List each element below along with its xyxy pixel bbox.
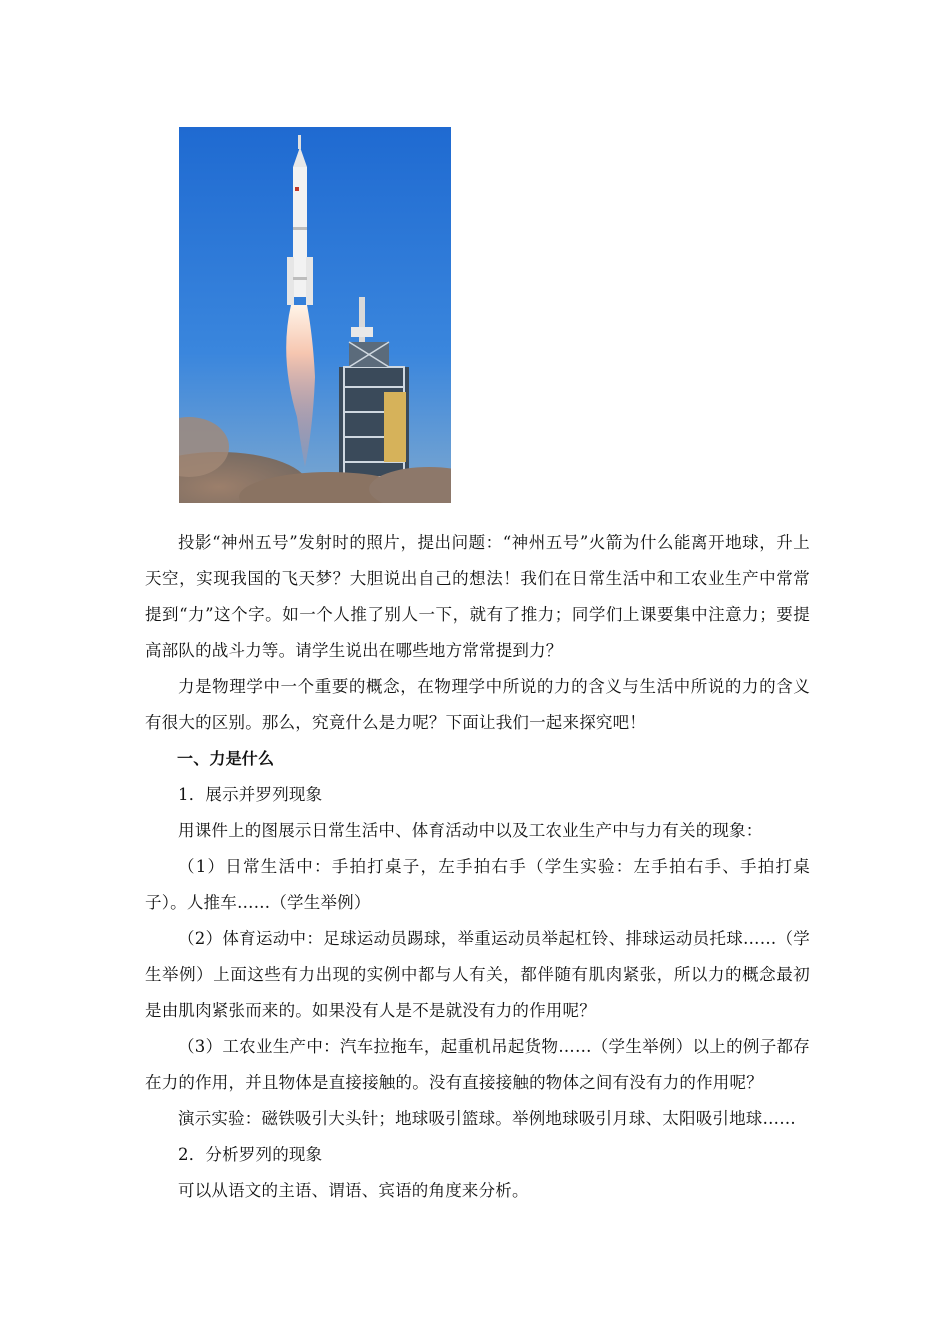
demo-experiment: 演示实验：磁铁吸引大头针；地球吸引篮球。举例地球吸引月球、太阳吸引地球……	[178, 1109, 796, 1128]
industry-example: （3）工农业生产中：汽车拉拖车，起重机吊起货物……（学生举例）以上的例子都存在力的作用，并且物体是直接接触的。没有直接接触的物体之间有没有力的作用呢？	[145, 1037, 810, 1092]
section-heading: 一、力是什么	[177, 749, 275, 768]
rocket-launch-photo	[179, 127, 451, 503]
courseware-intro: 用课件上的图展示日常生活中、体育活动中以及工农业生产中与力有关的现象：	[178, 821, 763, 840]
intro-paragraph: 投影“神州五号”发射时的照片，提出问题：“神州五号”火箭为什么能离开地球，升上天空，实现我国的飞天梦？大胆说出自己的想法！我们在日常生活中和工农业生产中常常提到“力”这个字。如一个人推了别人一下，就有了推力；同学们上课要集中注意力；要提高部队的战斗力等。请学生说出在哪些地方常常提到力？	[145, 533, 810, 660]
step-1-heading: 1．展示并罗列现象	[178, 785, 323, 804]
rocket-launch-photo-icon	[179, 127, 451, 503]
document-body	[145, 525, 810, 1209]
analysis-paragraph: 可以从语文的主语、谓语、宾语的角度来分析。	[178, 1181, 529, 1200]
step-2-heading: 2．分析罗列的现象	[178, 1145, 323, 1164]
daily-life-example: （1）日常生活中：手拍打桌子，左手拍右手（学生实验：左手拍右手、手拍打桌子）。人推车……（学生举例）	[145, 857, 810, 912]
sports-example: （2）体育运动中：足球运动员踢球，举重运动员举起杠铃、排球运动员托球……（学生举例）上面这些有力出现的实例中都与人有关，都伴随有肌肉紧张，所以力的概念最初是由肌肉紧张而来的。如果没有人是不是就没有力的作用呢？	[145, 929, 810, 1020]
concept-paragraph: 力是物理学中一个重要的概念，在物理学中所说的力的含义与生活中所说的力的含义有很大的区别。那么，究竟什么是力呢？下面让我们一起来探究吧！	[145, 677, 810, 732]
